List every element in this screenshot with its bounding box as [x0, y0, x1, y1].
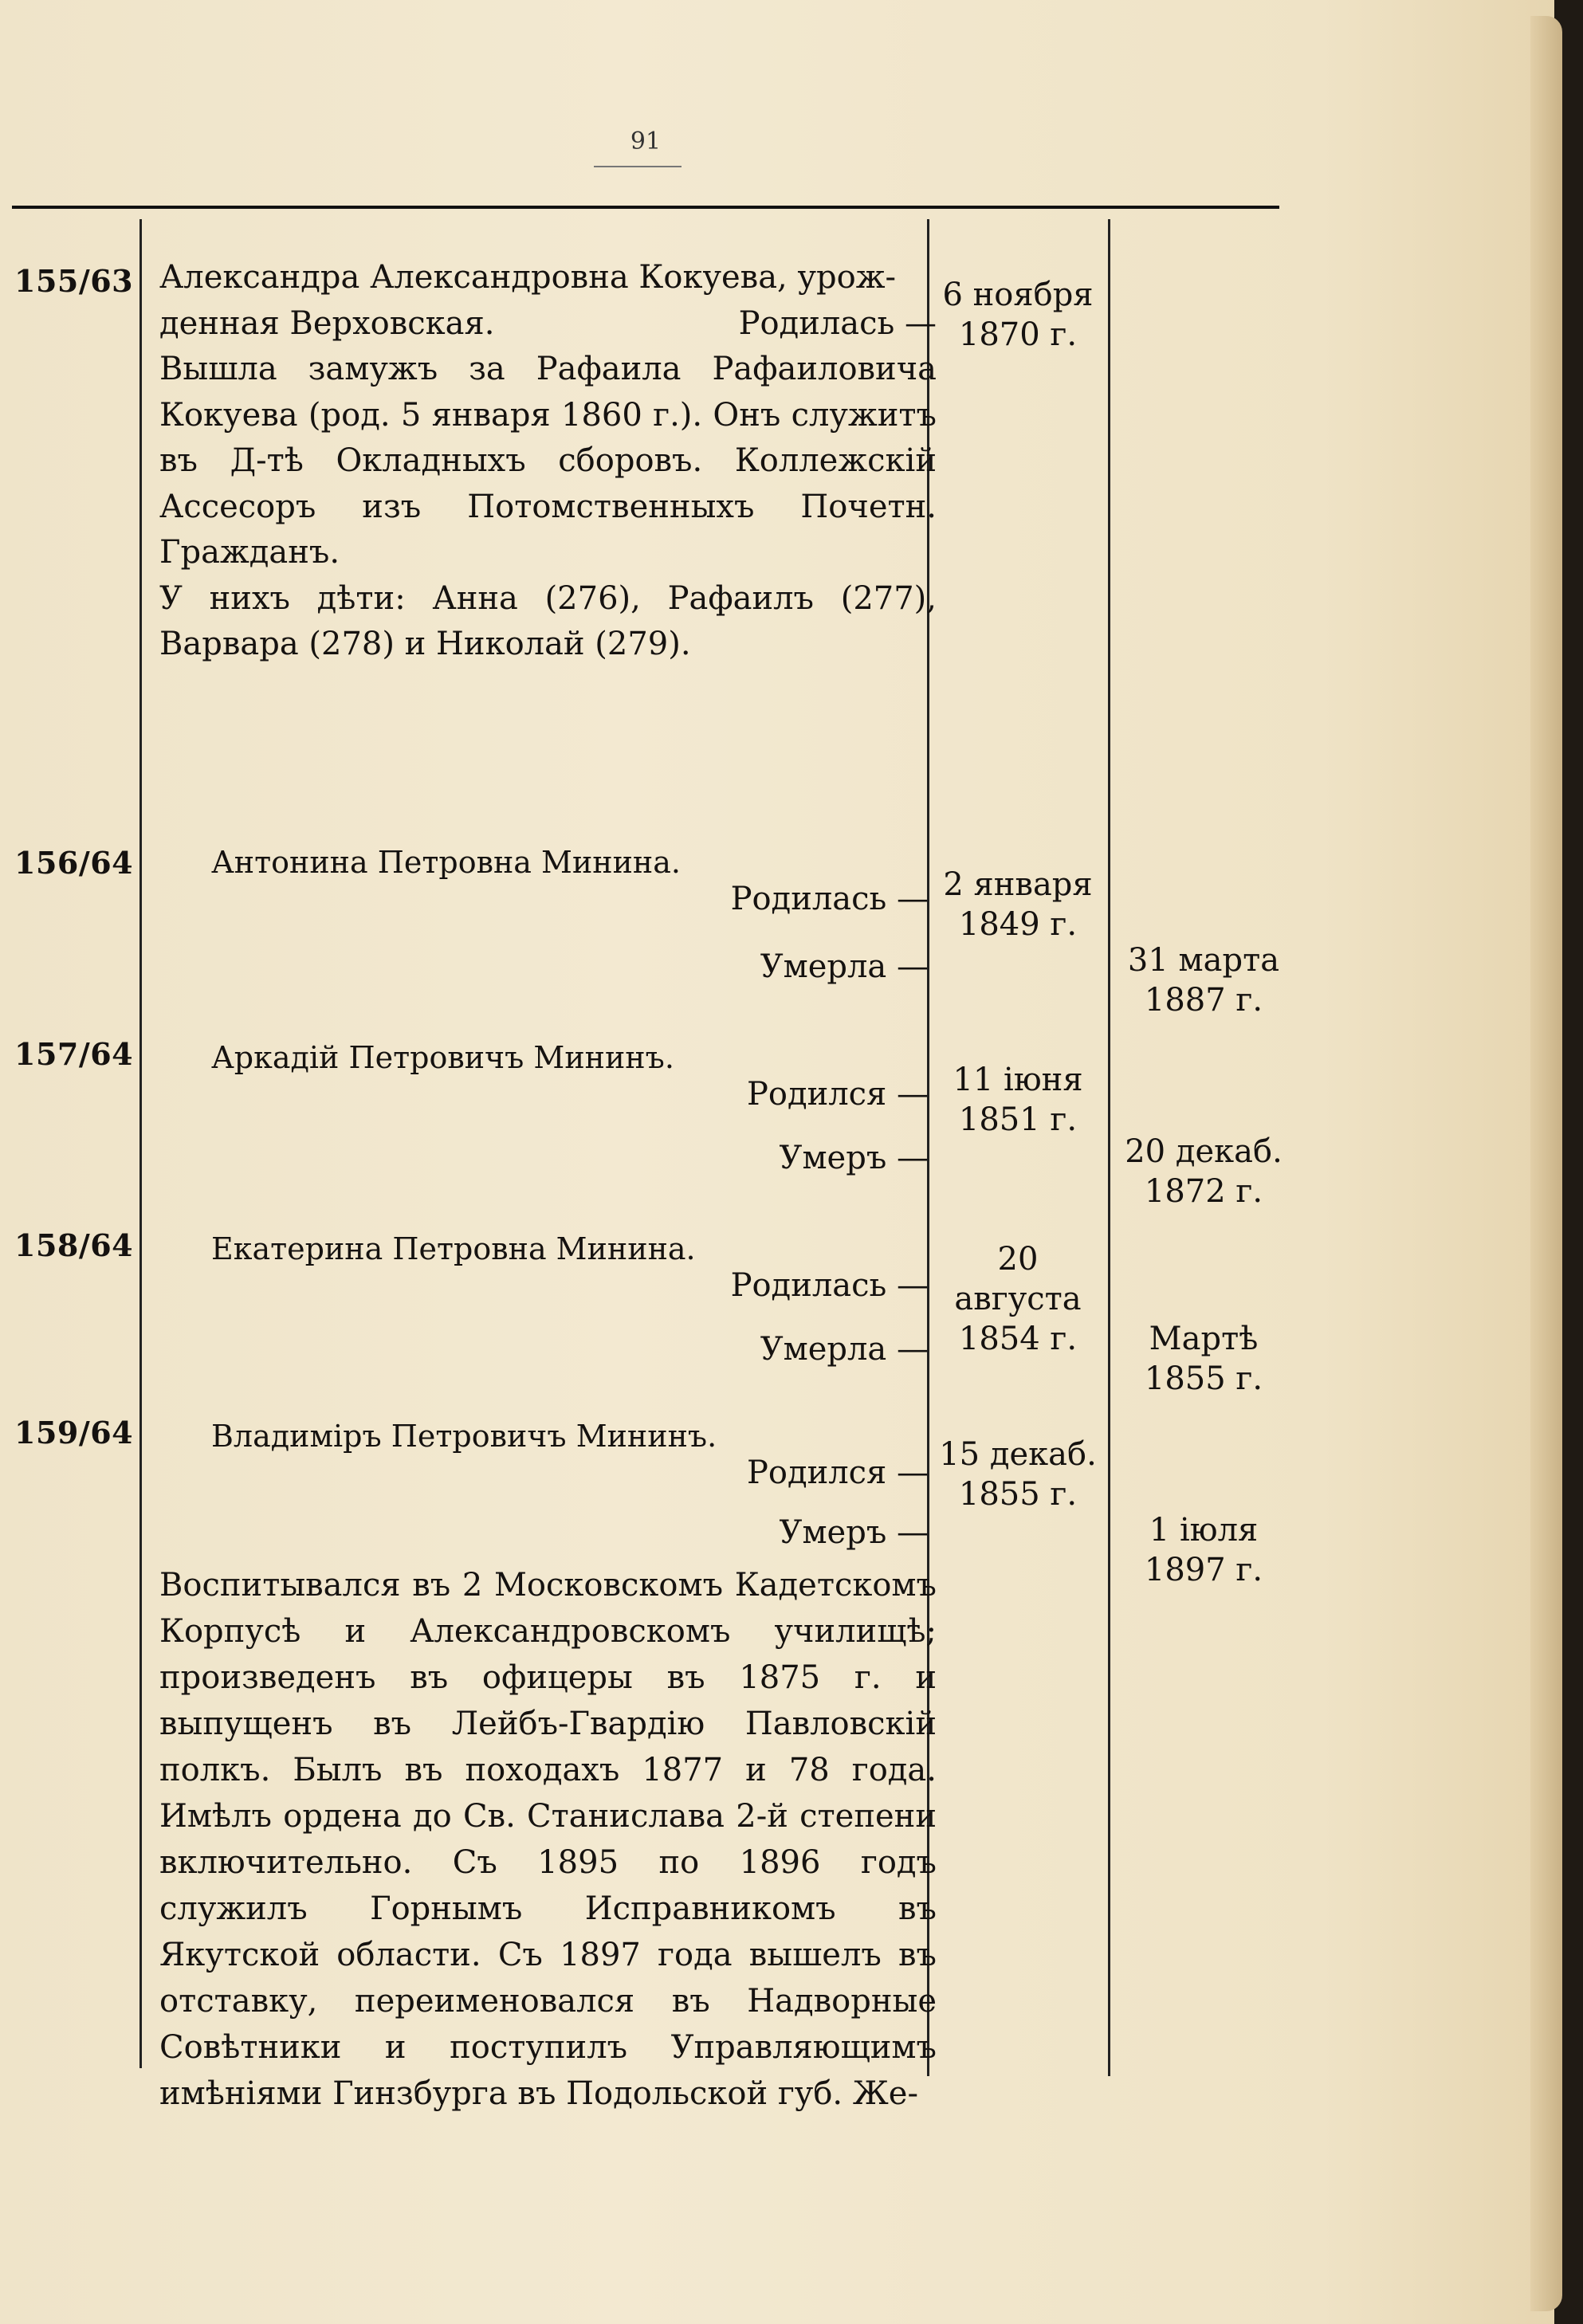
entry-name: Антонина Петровна Минина. [211, 845, 681, 880]
birth-date [931, 275, 1105, 355]
entry-number: 159/64 [14, 1415, 134, 1451]
death-date [1116, 1510, 1291, 1590]
page-number-rule [594, 166, 682, 167]
birth-day: 2 января [943, 866, 1093, 903]
entry-number: 155/63 [14, 263, 134, 299]
entry-number: 158/64 [14, 1227, 134, 1263]
entry-number: 157/64 [14, 1036, 134, 1072]
death-year: 1872 г. [1144, 1173, 1263, 1210]
death-date [1116, 940, 1291, 1020]
birth-day: 15 декаб. [939, 1436, 1097, 1473]
birth-year: 1855 г. [958, 1476, 1078, 1513]
death-day: Мартѣ [1149, 1321, 1259, 1357]
birth-year: 1851 г. [958, 1101, 1078, 1138]
entry-name: Аркадій Петровичъ Мининъ. [211, 1040, 674, 1075]
born-label: Родилась — [738, 304, 937, 342]
birth-year: 1854 г. [958, 1321, 1078, 1357]
paragraph: У нихъ дѣти: Анна (276), Рафаилъ (277), Варвара (278) и Николай (279). [159, 579, 937, 662]
death-year: 1855 г. [1144, 1360, 1263, 1397]
paragraph: Вышла замужъ за Рафаила Рафаиловича Кокуева (род. 5 января 1860 г.). Онъ служитъ въ Д-тѣ Окладныхъ сборовъ. Коллежскій Ассесоръ изъ Потомственныхъ Почетн. Гражданъ. [159, 351, 937, 571]
born-label: Родилась — [730, 881, 929, 917]
birth-date [931, 1060, 1105, 1140]
text-line [159, 301, 937, 347]
death-year: 1887 г. [1144, 982, 1263, 1019]
death-date [1116, 1132, 1291, 1211]
death-day: 20 декаб. [1125, 1133, 1283, 1170]
death-year: 1897 г. [1144, 1552, 1263, 1588]
entry-name: Екатерина Петровна Минина. [211, 1231, 696, 1266]
death-day: 31 марта [1127, 942, 1280, 979]
death-date [1116, 1319, 1291, 1399]
entry-text [159, 255, 937, 668]
died-label: Умеръ — [779, 1514, 929, 1551]
column-divider-number [139, 219, 142, 2068]
born-label: Родилась — [730, 1267, 929, 1304]
text-line: Александра Александровна Кокуева, урож- [159, 259, 897, 296]
page-edge [1530, 16, 1562, 2311]
died-label: Умерла — [760, 948, 929, 985]
column-divider-birth [1108, 219, 1110, 2076]
birth-day: 6 ноября [942, 277, 1094, 313]
page-number: 91 [630, 128, 662, 155]
entry-number: 156/64 [14, 845, 134, 881]
born-label: Родился — [746, 1076, 929, 1113]
entry-biography: Воспитывался въ 2 Московскомъ Кадетскомъ Корпусѣ и Александровскомъ училищѣ; произведенъ въ офицеры въ 1875 г. и выпущенъ въ Лейбъ-Гвардію Павловскій полкъ. Былъ въ походахъ 1877 и 78 года. Имѣлъ ордена до Св. Станислава 2-й степени включительно. Съ 1895 по 1896 годъ служилъ Горнымъ Исправникомъ въ Якутской области. Съ 1897 года вышелъ въ отставку, переименовался въ Надворные Совѣтники и поступилъ Управляющимъ имѣніями Гинзбурга въ Подольской губ. Же- [159, 1567, 937, 2112]
died-label: Умеръ — [779, 1140, 929, 1176]
text-fragment: денная Верховская. [159, 304, 495, 342]
born-label: Родился — [746, 1454, 929, 1491]
birth-day: 20 августа [954, 1241, 1082, 1317]
birth-year: 1849 г. [958, 906, 1078, 943]
entry-name: Владиміръ Петровичъ Мининъ. [211, 1419, 717, 1454]
birth-date [931, 1435, 1105, 1514]
died-label: Умерла — [760, 1331, 929, 1368]
birth-date [931, 865, 1105, 944]
birth-day: 11 іюня [953, 1062, 1083, 1098]
death-day: 1 іюля [1149, 1512, 1259, 1549]
header-rule [12, 206, 1279, 209]
birth-year: 1870 г. [958, 316, 1078, 353]
birth-date [931, 1239, 1105, 1359]
